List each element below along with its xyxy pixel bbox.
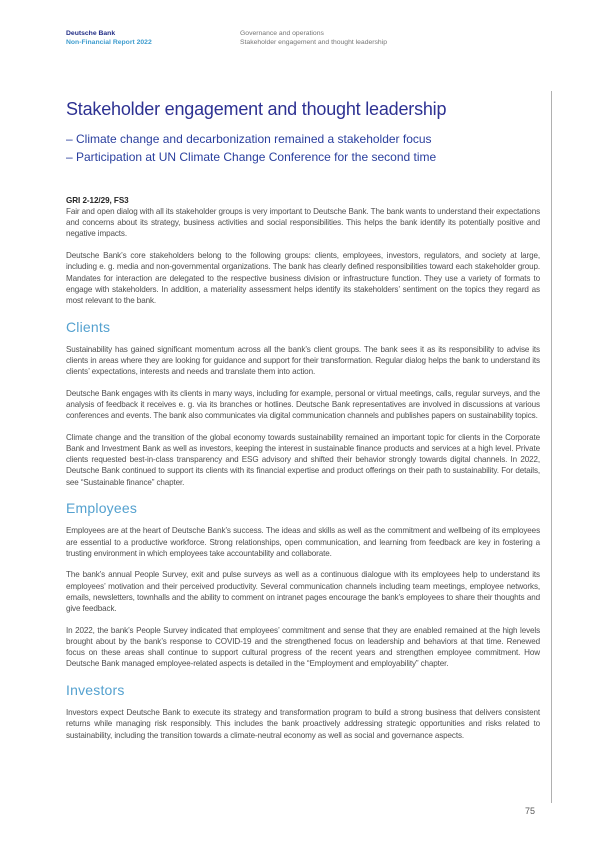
breadcrumb-chapter: Governance and operations (240, 30, 324, 37)
section-heading: Employees (66, 500, 138, 517)
section-paragraph: In 2022, the bank’s People Survey indicated that employees’ commitment and sense that they are enabled remained at the high levels brought about by the bank’s response to COVID-19 and the strengthened focus on leadership and behaviors at that time. Renewed focus on these areas shall continue to support cultural progress of the recent years and strengthen employee commitment. How Deutsche Bank managed employee-related aspects is detailed in the “Employment and employability” chapter. (66, 625, 540, 669)
breadcrumb-section: Stakeholder engagement and thought leadership (240, 39, 387, 46)
page-number: 75 (525, 806, 536, 816)
section-paragraph: Deutsche Bank engages with its clients in many ways, including for example, personal or virtual meetings, calls, regular surveys, and the analysis of feedback it receives e. g. via its branches or hotlines. Deutsche Bank representatives are involved in discussions at various conferences and events. The bank also communicates via digital communication channels and publishes papers on sustainability topics. (66, 388, 540, 421)
intro-paragraph: Deutsche Bank’s core stakeholders belong to the following groups: clients, employees, investors, regulators, and society at large, including e. g. media and non-governmental organizations. The bank has clearly defined responsibilities toward each stakeholder group. Mandates for interaction are delegated to the respective business division or infrastructure function. They use a variety of formats to engage with stakeholders. In addition, a materiality assessment helps identify its stakeholders’ sentiment on the topics they regard as most relevant to the bank. (66, 251, 540, 305)
section-employees (66, 498, 540, 669)
page-title: Stakeholder engagement and thought leadership (66, 99, 447, 119)
section-heading: Investors (66, 682, 125, 699)
report-title: Non-Financial Report 2022 (66, 39, 152, 46)
brand-name: Deutsche Bank (66, 30, 116, 37)
section-paragraph: Sustainability has gained significant momentum across all the bank’s client groups. The bank sees it as its responsibility to advise its clients in areas where they are looking for guidance and support for their transformation. Regular dialog helps the bank to understand its clients’ expectations, interests and needs and translate them into action. (66, 344, 540, 377)
intro-paragraph: Fair and open dialog with all its stakeholder groups is very important to Deutsche Bank. The bank wants to understand their expectations and concerns about its strategy, business activities and social responsibilities. This helps the bank identify its potentially positive and negative impacts. (66, 207, 540, 239)
section-investors (66, 680, 540, 741)
content-column (66, 0, 540, 751)
highlight-item: – Participation at UN Climate Change Conference for the second time (66, 150, 437, 164)
section-clients (66, 317, 540, 488)
right-margin-rule (551, 91, 552, 803)
section-paragraph: Investors expect Deutsche Bank to execute its strategy and transformation program to build a strong business that delivers consistent returns while managing risk responsibly. This includes the bank proactively addressing strategic opportunities and risks related to sustainability, including the transition towards a climate-neutral economy as well as social and governance aspects. (66, 708, 540, 740)
gri-reference-label: GRI 2-12/29, FS3 (66, 196, 129, 205)
section-paragraph: The bank’s annual People Survey, exit and pulse surveys as well as a continuous dialogue with its employees help to understand its employees’ motivation and their perceived productivity. Several communication channels including team meetings, employee networks, emails, newsletters, townhalls and the ability to comment on intranet pages encourage the bank’s employees to share their thoughts and give feedback. (66, 570, 540, 614)
highlight-item: – Climate change and decarbonization remained a stakeholder focus (66, 132, 432, 146)
highlight-list (66, 130, 540, 166)
section-paragraph: Climate change and the transition of the global economy towards sustainability remained an important topic for clients in the Corporate Bank and Investment Bank as well as investors, keeping the interest in sustainable finance products and services at a high level. Private clients requested best-in-class transparency and ESG advisory and shifted their behavior strongly towards digital channels. In 2022, Deutsche Bank continued to support its clients with its financial expertise and product offerings on their path to sustainability. For details, see “Sustainable finance” chapter. (66, 432, 540, 487)
section-heading: Clients (66, 318, 111, 335)
section-paragraph: Employees are at the heart of Deutsche Bank’s success. The ideas and skills as well as the commitment and wellbeing of its employees are essential to a productive workforce. Strong relationships, open communication, and learning from feedback are key in fostering a trusting environment in which employees take accountability and collaborate. (66, 526, 540, 558)
